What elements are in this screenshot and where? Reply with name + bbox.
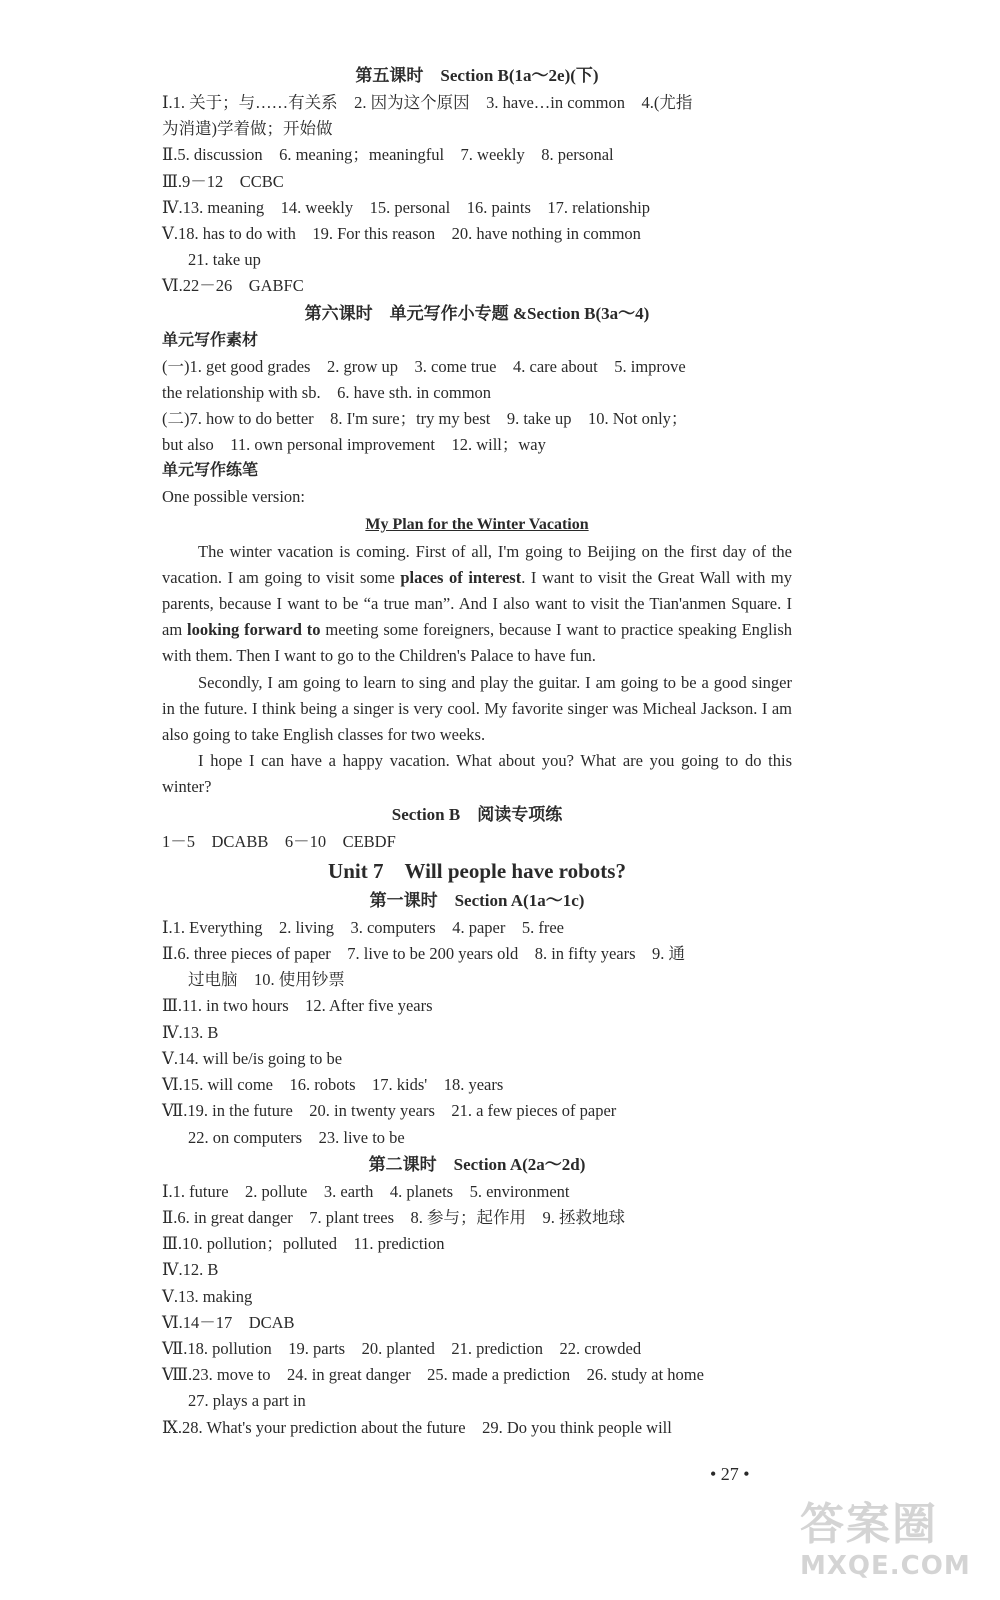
- answer-line: 27. plays a part in: [188, 1391, 306, 1411]
- answer-line: Ⅷ.23. move to 24. in great danger 25. made a prediction 26. study at home: [162, 1365, 704, 1385]
- answer-line: Ⅲ.11. in two hours 12. After five years: [162, 996, 433, 1016]
- lesson-1-heading: 第一课时 Section A(1a～1c): [369, 890, 585, 910]
- unit-title: Unit 7 Will people have robots?: [328, 858, 626, 883]
- answer-line: but also 11. own personal improvement 12. will；way: [162, 435, 546, 455]
- essay-title: My Plan for the Winter Vacation: [365, 515, 589, 533]
- answer-line: Ⅲ.9－12 CCBC: [162, 171, 284, 191]
- answer-line: Ⅶ.18. pollution 19. parts 20. planted 21. prediction 22. crowded: [162, 1338, 642, 1358]
- answer-line: Ⅵ.15. will come 16. robots 17. kids' 18. years: [162, 1075, 504, 1095]
- writing-materials-title: 单元写作素材: [162, 331, 259, 349]
- answer-line: 1－5 DCABB 6－10 CEBDF: [162, 831, 396, 851]
- answer-line: Ⅴ.14. will be/is going to be: [162, 1048, 343, 1068]
- answer-line: 过电脑 10. 使用钞票: [188, 970, 345, 990]
- answer-line: Ⅰ.1. 关于；与……有关系 2. 因为这个原因 3. have…in common 4.(尤指: [162, 93, 693, 112]
- lesson-6-heading: 第六课时 单元写作小专题 &Section B(3a～4): [304, 303, 650, 323]
- answer-line: 为消遣)学着做；开始做: [162, 119, 333, 139]
- essay-paragraph-1: The winter vacation is coming. First of all, I'm going to Beijing on the first day of the vacation. I am going to visit some places of interest. I want to visit the Great Wall with my parents, because I want to be “a true man”. And I also want to visit the Tian'anmen Square. I am looking forward to meeting some foreigners, because I want to practice speaking English with them. Then I want to go to the Children's Palace to have fun.: [162, 541, 793, 666]
- answer-line: Ⅱ.6. in great danger 7. plant trees 8. 参与；起作用 9. 拯救地球: [162, 1207, 626, 1227]
- answer-line: 21. take up: [188, 250, 261, 270]
- answer-line: the relationship with sb. 6. have sth. in common: [162, 382, 492, 402]
- answer-line: Ⅵ.14－17 DCAB: [162, 1312, 295, 1332]
- answer-line: Ⅴ.13. making: [162, 1286, 253, 1306]
- answer-line: Ⅴ.18. has to do with 19. For this reason 20. have nothing in common: [162, 224, 641, 244]
- answer-line: 22. on computers 23. live to be: [188, 1127, 405, 1147]
- answer-line: Ⅰ.1. Everything 2. living 3. computers 4. paper 5. free: [162, 917, 564, 937]
- answer-page: [162, 62, 792, 1441]
- essay-paragraph-3: I hope I can have a happy vacation. What about you? What are you going to do this winter?: [162, 751, 792, 797]
- reading-practice-heading: Section B 阅读专项练: [391, 804, 563, 824]
- answer-line: Ⅰ.1. future 2. pollute 3. earth 4. planets 5. environment: [162, 1181, 570, 1201]
- answer-line: Ⅶ.19. in the future 20. in twenty years 21. a few pieces of paper: [162, 1101, 617, 1121]
- answer-line: (二)7. how to do better 8. I'm sure；try my best 9. take up 10. Not only；: [162, 409, 688, 429]
- answer-line: Ⅳ.12. B: [162, 1260, 219, 1280]
- essay-paragraph-2: Secondly, I am going to learn to sing and play the guitar. I am going to be a good singer in the future. I think being a singer is very cool. My favorite singer was Micheal Jackson. I am also going to take English classes for two weeks.: [162, 672, 792, 745]
- answer-line: Ⅵ.22－26 GABFC: [162, 276, 304, 296]
- version-label: One possible version:: [162, 487, 305, 507]
- lesson-2-heading: 第二课时 Section A(2a～2d): [368, 1154, 586, 1174]
- watermark-logo: 答案圈 MXQE.COM: [800, 1499, 971, 1581]
- writing-practice-title: 单元写作练笔: [162, 462, 259, 480]
- page-number: • 27 •: [710, 1464, 750, 1484]
- answer-line: (一)1. get good grades 2. grow up 3. come true 4. care about 5. improve: [162, 356, 686, 376]
- answer-line: Ⅳ.13. meaning 14. weekly 15. personal 16. paints 17. relationship: [162, 197, 651, 217]
- answer-line: Ⅸ.28. What's your prediction about the future 29. Do you think people will: [162, 1417, 672, 1437]
- answer-line: Ⅲ.10. pollution；polluted 11. prediction: [162, 1234, 445, 1254]
- lesson-5-heading: 第五课时 Section B(1a～2e)(下): [355, 66, 599, 85]
- answer-line: Ⅱ.6. three pieces of paper 7. live to be 200 years old 8. in fifty years 9. 通: [162, 944, 686, 964]
- answer-line: Ⅱ.5. discussion 6. meaning；meaningful 7. weekly 8. personal: [162, 145, 614, 165]
- answer-line: Ⅳ.13. B: [162, 1022, 219, 1042]
